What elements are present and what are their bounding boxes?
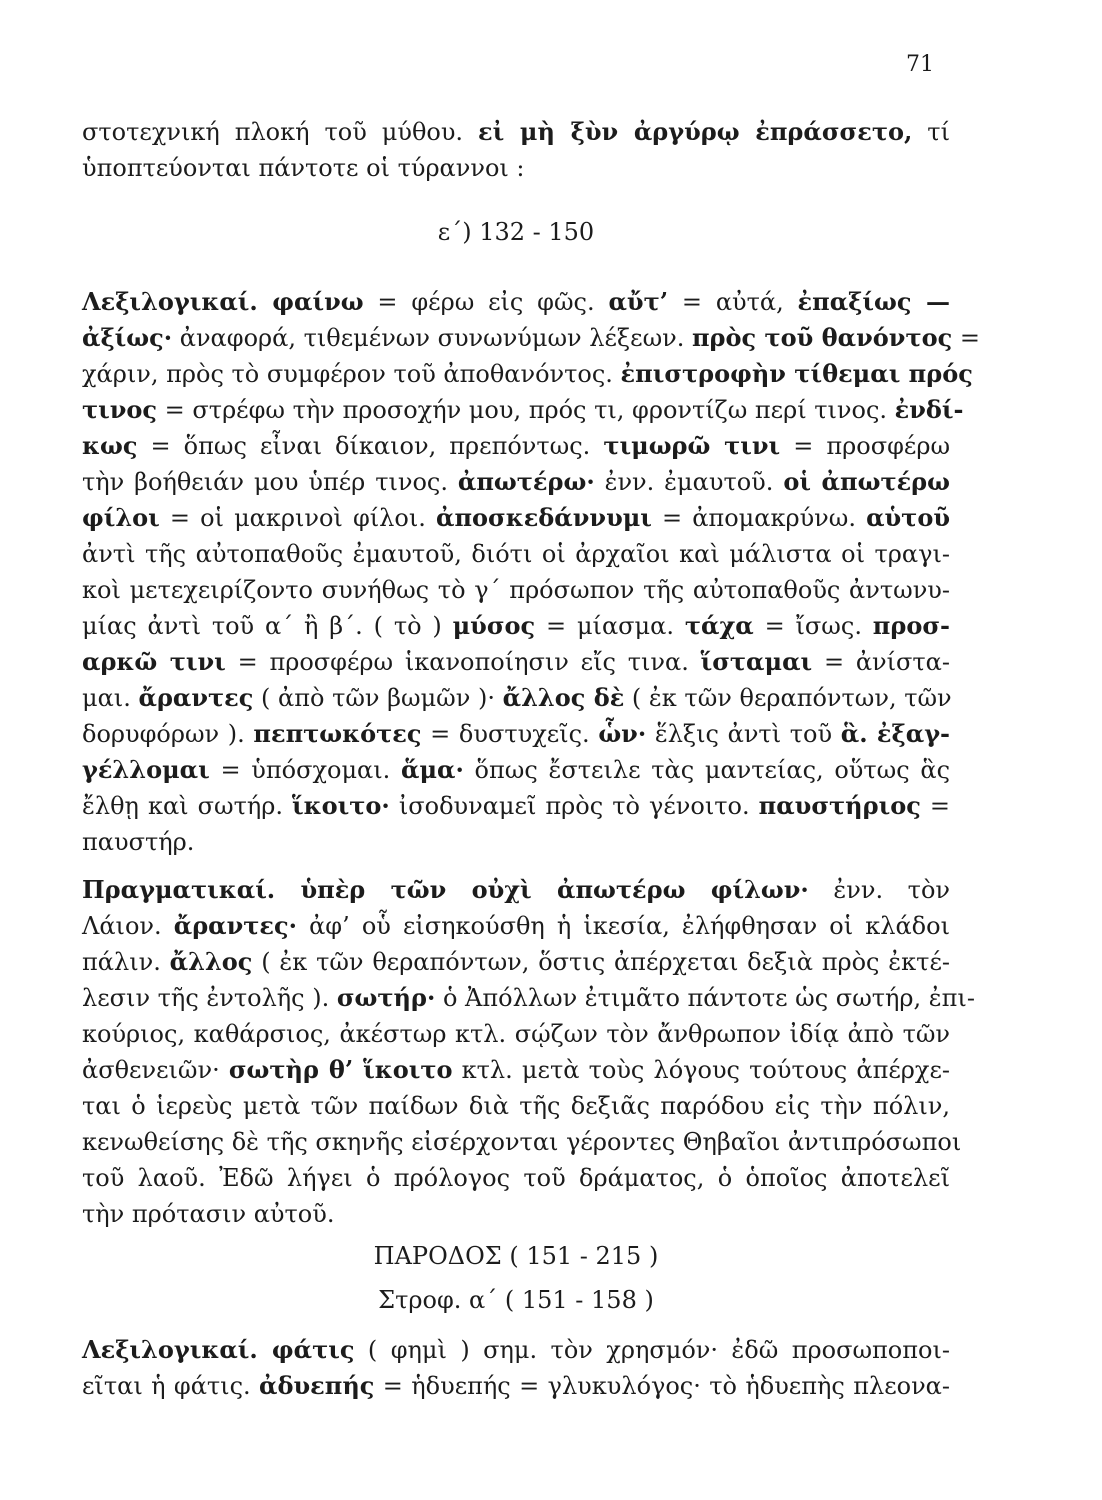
bold-term: ἀποσκεδάννυμι (435, 503, 652, 532)
text-run: μαι. (82, 684, 139, 712)
text-line (82, 1124, 962, 1160)
text-line (82, 356, 973, 392)
text-line (82, 150, 950, 186)
bold-term: αὑτοῦ (866, 503, 950, 532)
bold-term: τιμωρῶ τινι (603, 431, 781, 460)
text-run: τὴν πρότασιν αὐτοῦ. (82, 1200, 335, 1228)
text-run: στοτεχνική πλοκή τοῦ μύθου. (82, 118, 479, 146)
text-run: κενωθείσης δὲ τῆς σκηνῆς εἰσέρχονται γέροντες Θηβαῖοι ἀντιπρόσωποι (82, 1128, 962, 1156)
text-run: Στροφ. α΄ ( 151 - 158 ) (378, 1286, 654, 1314)
text-line (82, 1052, 950, 1088)
text-run: ὑποπτεύονται πάντοτε οἱ τύραννοι : (82, 154, 525, 182)
bold-term: πρὸς τοῦ θανόντος (691, 323, 953, 352)
bold-term: ἵκοιτο· (292, 791, 390, 820)
text-run: = ἡδυεπής = γλυκυλόγος· τὸ ἡδυεπὴς πλεονα- (374, 1372, 950, 1400)
text-line (82, 572, 950, 608)
text-run: μίας ἀντὶ τοῦ α΄ ἢ β΄. ( τὸ ) (82, 612, 453, 640)
text-line (82, 752, 950, 788)
section-heading (82, 1282, 950, 1318)
text-line (82, 1368, 950, 1404)
text-line (82, 1088, 950, 1124)
bold-term: μύσος (452, 611, 536, 640)
text-run: = ὑπόσχομαι. (209, 756, 401, 784)
bold-term: Λεξιλογικαί. φάτις (82, 1335, 355, 1364)
bold-term: τινος (82, 395, 158, 424)
text-line (82, 872, 950, 908)
text-run: = οἱ μακρινοὶ φίλοι. (159, 504, 436, 532)
text-run: λεσιν τῆς ἐντολῆς ). (82, 984, 337, 1012)
text-run: = αὐτά, (668, 288, 798, 316)
text-line (82, 980, 975, 1016)
bold-term: Πραγματικαί. ὑπὲρ τῶν οὐχὶ ἀπωτέρω φίλων· (82, 875, 809, 904)
text-run: τὴν βοήθειάν μου ὑπέρ τινος. (82, 468, 458, 496)
bold-term: οἱ ἀπωτέρω (783, 467, 950, 496)
bold-term: Λεξιλογικαί. φαίνω (82, 287, 364, 316)
text-run: ὅπως ἔστειλε τὰς μαντείας, οὕτως ἃς (463, 756, 951, 784)
text-run: ἰσοδυναμεῖ πρὸς τὸ γένοιτο. (389, 792, 759, 820)
bold-term: σωτήρ· (336, 983, 436, 1012)
bold-term: ἄλλος (169, 947, 253, 976)
bold-term: ἀξίως· (82, 323, 173, 352)
bold-term: παυστήριος (758, 791, 921, 820)
text-run: = μίασμα. (535, 612, 685, 640)
text-line (82, 536, 950, 572)
text-line (82, 464, 950, 500)
text-run: ΠΑΡΟΔΟΣ ( 151 - 215 ) (373, 1242, 659, 1270)
text-run: τί (912, 118, 950, 146)
text-run: χάριν, πρὸς τὸ συμφέρον τοῦ ἀποθανόντος. (82, 360, 621, 388)
bold-term: ἐπαξίως — (797, 287, 951, 316)
text-run: παυστήρ. (82, 828, 195, 856)
bold-term: ἀδυεπής (259, 1371, 375, 1400)
text-run: ὁ Ἀπόλλων ἐτιμᾶτο πάντοτε ὡς σωτήρ, ἐπι- (435, 984, 975, 1012)
text-run: = ἴσως. (753, 612, 873, 640)
bold-term: εἰ μὴ ξὺν ἀργύρῳ ἐπράσσετο, (478, 117, 913, 146)
text-run: κοὶ μετεχειρίζοντο συνήθως τὸ γ΄ πρόσωπον τῆς αὐτοπαθοῦς ἀντωνυ- (82, 576, 950, 604)
text-run: = ἀπομακρύνω. (651, 504, 867, 532)
text-run: ( ἐκ τῶν θεραπόντων, τῶν (624, 684, 952, 712)
text-run: δορυφόρων ). (82, 720, 254, 748)
text-run: ἐνν. τὸν (808, 876, 951, 904)
text-line (82, 908, 950, 944)
text-run: = προσφέρω ἱκανοποίησιν εἴς τινα. (225, 648, 701, 676)
text-run: ἔλθῃ καὶ σωτήρ. (82, 792, 293, 820)
text-run: = ὅπως εἶναι δίκαιον, πρεπόντως. (137, 432, 604, 460)
bold-term: ἅμα· (401, 755, 464, 784)
text-line (82, 716, 950, 752)
section-heading (82, 1238, 950, 1274)
bold-term: ἃ. ἐξαγ- (840, 719, 951, 748)
text-run: = (920, 792, 950, 820)
page-number: 71 (906, 52, 934, 77)
text-run: ἀφ’ οὗ εἰσηκούσθη ἡ ἱκεσία, ἐλήφθησαν οἱ κλάδοι (296, 912, 950, 940)
bold-term: πεπτωκότες (253, 719, 422, 748)
bold-term: φίλοι (82, 503, 160, 532)
text-run: Λάιον. (82, 912, 174, 940)
text-run: ἀντὶ τῆς αὐτοπαθοῦς ἐμαυτοῦ, διότι οἱ ἀρχαῖοι καὶ μάλιστα οἱ τραγι- (82, 540, 950, 568)
text-line (82, 500, 950, 536)
bold-term: κως (82, 431, 138, 460)
text-line (82, 392, 964, 428)
bold-term: αὔτ’ (608, 287, 669, 316)
text-line (82, 1016, 950, 1052)
text-run: ἀναφορά, τιθεμένων συνωνύμων λέξεων. (172, 324, 692, 352)
text-run: ( ἐκ τῶν θεραπόντων, ὅστις ἀπέρχεται δεξιὰ πρὸς ἐκτέ- (252, 948, 951, 976)
text-run: εῖται ἡ φάτις. (82, 1372, 260, 1400)
bold-term: ἄραντες (138, 683, 254, 712)
bold-term: ὧν· (598, 719, 647, 748)
bold-term: ἵσταμαι (700, 647, 813, 676)
text-line (82, 114, 950, 150)
text-line (82, 680, 950, 716)
bold-term: ἄλλος δὲ (502, 683, 625, 712)
text-run: = δυστυχεῖς. (421, 720, 599, 748)
text-run: = ἀνίστα- (812, 648, 950, 676)
text-run: ( ἀπὸ τῶν βωμῶν )· (253, 684, 503, 712)
text-line (82, 944, 950, 980)
text-line (82, 428, 950, 464)
text-run: ε΄) 132 - 150 (437, 218, 595, 246)
text-line (82, 788, 950, 824)
section-heading (82, 214, 950, 250)
text-run: ἐνν. ἐμαυτοῦ. (594, 468, 784, 496)
text-run: πάλιν. (82, 948, 170, 976)
text-line (82, 1332, 950, 1368)
text-run: = στρέφω τὴν προσοχήν μου, πρός τι, φροντίζω περί τινος. (157, 396, 895, 424)
text-run: = (952, 324, 980, 352)
text-run: ται ὁ ἱερεὺς μετὰ τῶν παίδων διὰ τῆς δεξιᾶς παρόδου εἰς τὴν πόλιν, (82, 1092, 950, 1120)
bold-term: ἐνδί- (894, 395, 964, 424)
bold-term: τάχα (684, 611, 754, 640)
bold-term: σωτὴρ θ’ ἵκοιτο (228, 1055, 453, 1084)
bold-term: προσ- (872, 611, 950, 640)
bold-term: ἄραντες· (173, 911, 297, 940)
text-run: ( φημὶ ) σημ. τὸν χρησμόν· ἐδῶ προσωποποι- (354, 1336, 950, 1364)
text-line (82, 824, 950, 860)
text-line (82, 320, 980, 356)
text-line (82, 644, 950, 680)
text-line (82, 1160, 950, 1196)
text-line (82, 284, 950, 320)
text-run: = φέρω εἰς φῶς. (363, 288, 609, 316)
bold-term: ἐπιστροφὴν τίθεμαι πρός (620, 359, 973, 388)
text-run: = προσφέρω (780, 432, 951, 460)
bold-term: γέλλομαι (82, 755, 210, 784)
text-run: τοῦ λαοῦ. Ἐδῶ λήγει ὁ πρόλογος τοῦ δράματος, ὁ ὁποῖος ἀποτελεῖ (82, 1164, 950, 1192)
text-run: ἀσθενειῶν· (82, 1056, 229, 1084)
text-run: ἕλξις ἀντὶ τοῦ (646, 720, 841, 748)
bold-term: ἀπωτέρω· (457, 467, 595, 496)
text-run: κτλ. μετὰ τοὺς λόγους τούτους ἀπέρχε- (452, 1056, 950, 1084)
text-line (82, 1196, 950, 1232)
text-run: κούριος, καθάρσιος, ἀκέστωρ κτλ. σῴζων τὸν ἄνθρωπον ἰδίᾳ ἀπὸ τῶν (82, 1020, 950, 1048)
bold-term: αρκῶ τινι (82, 647, 226, 676)
text-line (82, 608, 950, 644)
